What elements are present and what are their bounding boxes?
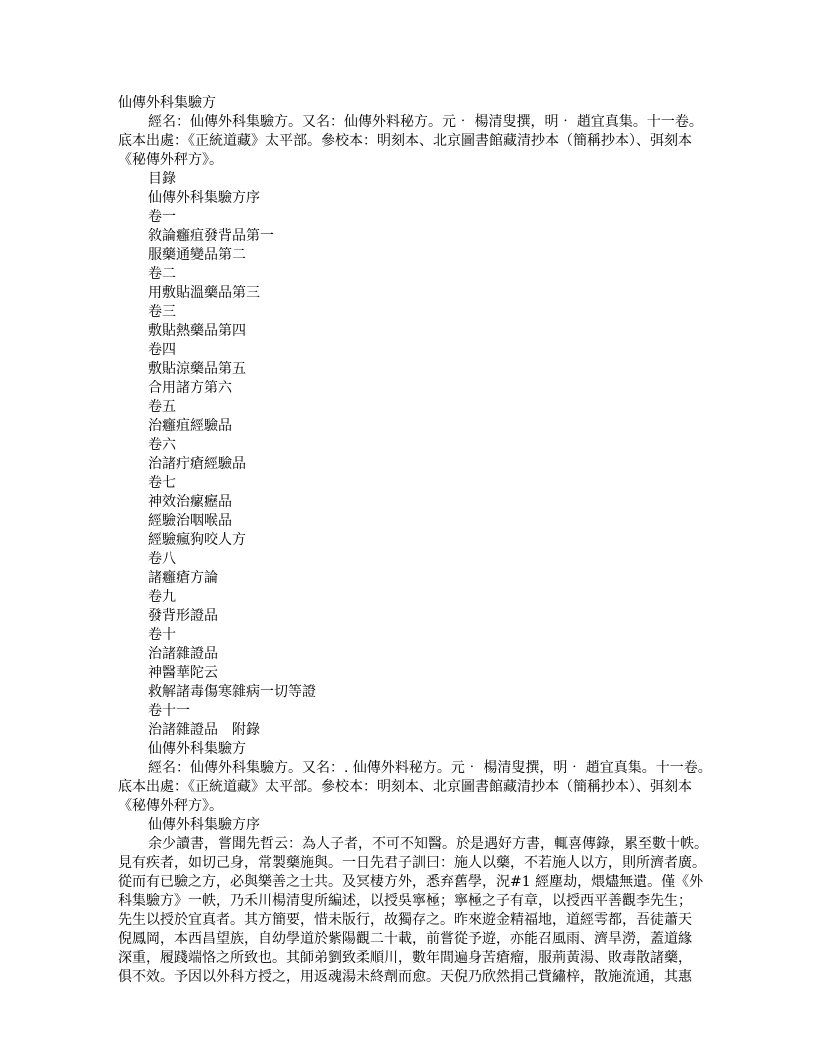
toc-item: 諸癰瘡方論: [148, 570, 218, 586]
preface-heading: 仙傳外科集驗方序: [148, 817, 260, 833]
toc-item: 神效治瘰癧品: [148, 494, 232, 510]
toc-item: 敷貼涼藥品第五: [148, 361, 246, 377]
toc-item: 仙傳外科集驗方序: [148, 190, 260, 206]
document-page: [118, 94, 712, 987]
toc-item: 卷六: [148, 437, 176, 453]
toc-item: 卷一: [148, 209, 176, 225]
toc-item: 卷九: [148, 589, 176, 605]
toc-item: 仙傳外科集驗方: [148, 741, 246, 757]
toc-item: 卷五: [148, 399, 176, 415]
intro-line: 經名：仙傳外科集驗方。又名：仙傳外料秘方。元‧ 楊清叟撰，明‧ 趙宜真集。十一卷。: [148, 114, 703, 130]
intro-line: 《秘傳外秤方》。: [118, 152, 223, 168]
toc-item: 治諸雜證品: [148, 646, 218, 662]
second-intro-line: 《秘傳外秤方》。: [118, 798, 223, 814]
intro-line: 底本出處：《正統道藏》太平部。參校本：明刻本、北京圖書館藏清抄本（簡稱抄本）、弭刻本: [118, 133, 692, 149]
toc-item: 發背形證品: [148, 608, 218, 624]
preface-line: 見有疾者，如切己身，常製藥施與。一日先君子訓曰：施人以藥，不若施人以方，則所濟者廣。: [118, 855, 706, 871]
second-intro-line: 經名：仙傳外科集驗方。又名：. 仙傳外料秘方。元‧ 楊清叟撰，明‧ 趙宜真集。十一卷。: [148, 760, 712, 776]
preface-line: 科集驗方》一帙，乃禾川楊清叟所編述，以授吳寧極；寧極之子有章，以授西平善觀李先生；: [118, 893, 692, 909]
preface-line: 從而有已驗之方，必與樂善之士共。及冥棲方外，悉弃舊學，況#1 經塵劫，煨燼無遺。僅《外: [118, 874, 704, 890]
toc-item: 治諸疔瘡經驗品: [148, 456, 246, 472]
preface-line: 深重，履踐端恪之所致也。其師弟劉致柔順川，數年間遍身苦瘡瘤，服荊黃湯、敗毒散諸藥，: [118, 950, 692, 966]
preface-line: 余少讀書，嘗聞先哲云：為人子者，不可不知醫。於是遇好方書，輒喜傳錄，累至數十帙。: [148, 836, 708, 852]
toc-item: 卷七: [148, 475, 176, 491]
preface-line: 倪鳳岡，本西昌望族，自幼學道於紫陽觀二十載，前嘗從予遊，亦能召風雨、濟旱澇，蓋道緣: [118, 931, 692, 947]
toc-item: 卷四: [148, 342, 176, 358]
toc-item: 合用諸方第六: [148, 380, 232, 396]
toc-item: 敷貼熱藥品第四: [148, 323, 246, 339]
toc-heading: 目錄: [148, 171, 176, 187]
toc-item: 敘論癰疽發背品第一: [148, 228, 274, 244]
toc-item: 救解諸毒傷寒雜病一切等證: [148, 684, 316, 700]
toc-item: 治癰疽經驗品: [148, 418, 232, 434]
toc-item: 用敷貼溫藥品第三: [148, 285, 260, 301]
preface-line: 先生以授於宜真者。其方簡要，惜未版行，故獨存之。昨來遊金精福地，道經雩都，吾徒蕭天: [118, 912, 692, 928]
preface-line: 俱不效。予因以外科方授之，用返魂湯未終劑而愈。天倪乃欣然捐己貲繡梓，散施流通，其惠: [118, 969, 692, 985]
toc-item: 卷八: [148, 551, 176, 567]
toc-item: 治諸雜證品 附錄: [148, 722, 260, 738]
second-intro-line: 底本出處：《正統道藏》太平部。參校本：明刻本、北京圖書館藏清抄本（簡稱抄本）、弭刻本: [118, 779, 692, 795]
toc-item: 卷三: [148, 304, 176, 320]
toc-item: 卷十一: [148, 703, 190, 719]
toc-item: 卷十: [148, 627, 176, 643]
toc-item: 神醫華陀云: [148, 665, 218, 681]
document-title: 仙傳外科集驗方: [118, 95, 216, 111]
toc-item: 經驗瘋狗咬人方: [148, 532, 246, 548]
toc-item: 經驗治咽喉品: [148, 513, 232, 529]
toc-item: 服藥通變品第二: [148, 247, 246, 263]
toc-item: 卷二: [148, 266, 176, 282]
